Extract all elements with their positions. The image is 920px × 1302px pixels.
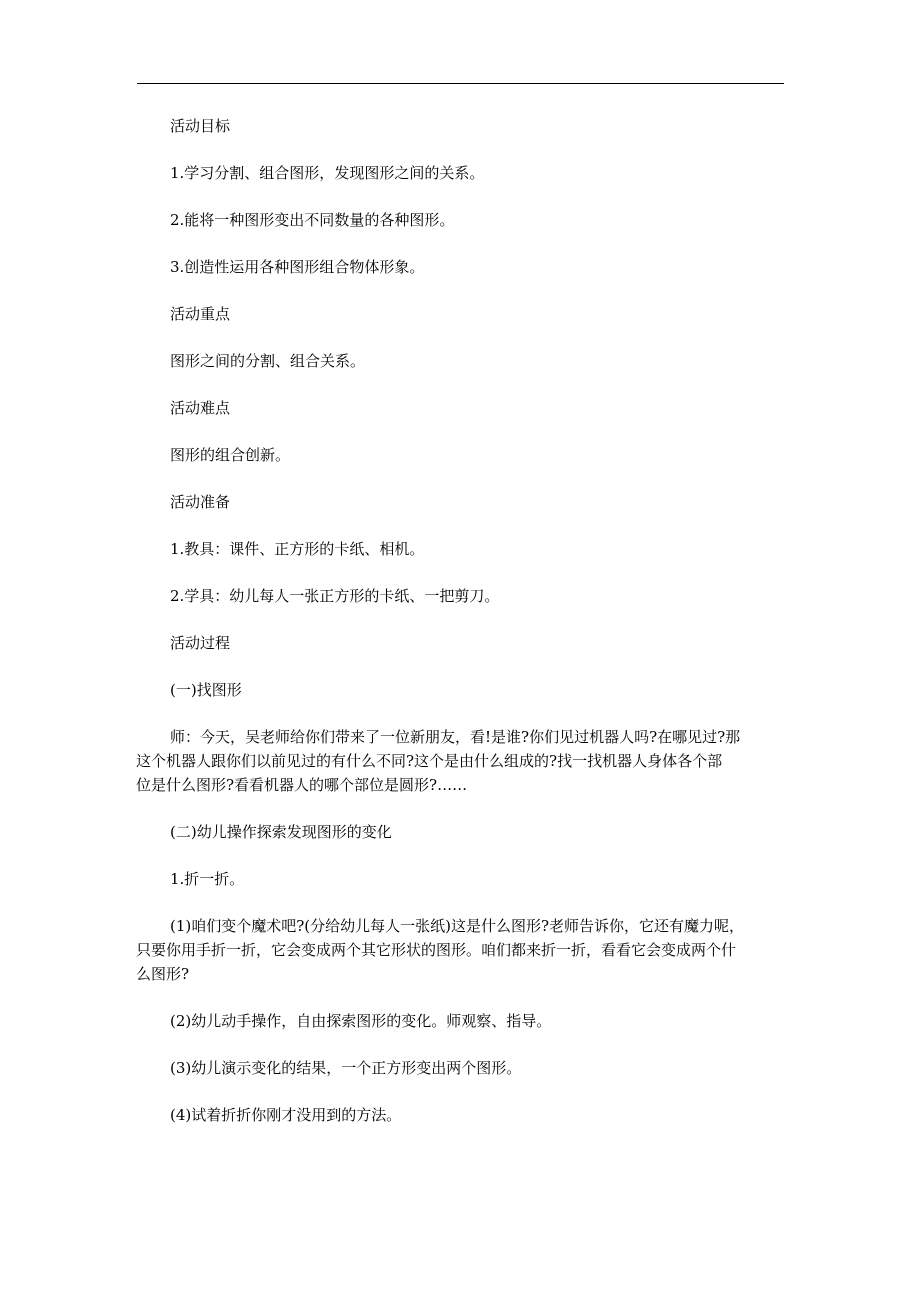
heading-key-points: 活动重点 (170, 305, 231, 323)
heading-difficulty: 活动难点 (170, 399, 231, 417)
difficulty-text: 图形的组合创新。 (170, 446, 291, 464)
teacher-paragraph-line: 师：今天，吴老师给你们带来了一位新朋友，看!是谁?你们见过机器人吗?在哪见过?那 (170, 728, 741, 746)
step-1-title: 1.折一折。 (170, 870, 245, 888)
preparation-item-2: 2.学具：幼儿每人一张正方形的卡纸、一把剪刀。 (170, 587, 500, 605)
goal-item-2: 2.能将一种图形变出不同数量的各种图形。 (170, 211, 455, 229)
teacher-paragraph-line: 位是什么图形?看看机器人的哪个部位是圆形?…… (136, 776, 468, 794)
teacher-paragraph (136, 725, 784, 797)
heading-process: 活动过程 (170, 634, 231, 652)
step-item-3: (3)幼儿演示变化的结果，一个正方形变出两个图形。 (170, 1059, 522, 1077)
section-2-title: (二)幼儿操作探索发现图形的变化 (170, 823, 392, 841)
magic-paragraph-line: (1)咱们变个魔术吧?(分给幼儿每人一张纸)这是什么图形?老师告诉你，它还有魔力呢， (170, 917, 745, 935)
teacher-paragraph-line: 这个机器人跟你们以前见过的有什么不同?这个是由什么组成的?找一找机器人身体各个部 (136, 752, 723, 770)
goal-item-1: 1.学习分割、组合图形，发现图形之间的关系。 (170, 164, 485, 182)
heading-activity-goals: 活动目标 (170, 117, 231, 135)
preparation-item-1: 1.教具：课件、正方形的卡纸、相机。 (170, 540, 425, 558)
magic-paragraph-line: 么图形? (136, 965, 190, 983)
document-body (136, 114, 784, 1150)
step-item-4: (4)试着折折你刚才没用到的方法。 (170, 1106, 402, 1124)
magic-paragraph (136, 914, 784, 986)
key-point-text: 图形之间的分割、组合关系。 (170, 352, 366, 370)
header-rule (137, 83, 784, 84)
section-1-title: (一)找图形 (170, 681, 242, 699)
heading-preparation: 活动准备 (170, 493, 231, 511)
magic-paragraph-line: 只要你用手折一折，它会变成两个其它形状的图形。咱们都来折一折，看看它会变成两个什 (136, 941, 737, 959)
goal-item-3: 3.创造性运用各种图形组合物体形象。 (170, 258, 425, 276)
step-item-2: (2)幼儿动手操作，自由探索图形的变化。师观察、指导。 (170, 1012, 552, 1030)
